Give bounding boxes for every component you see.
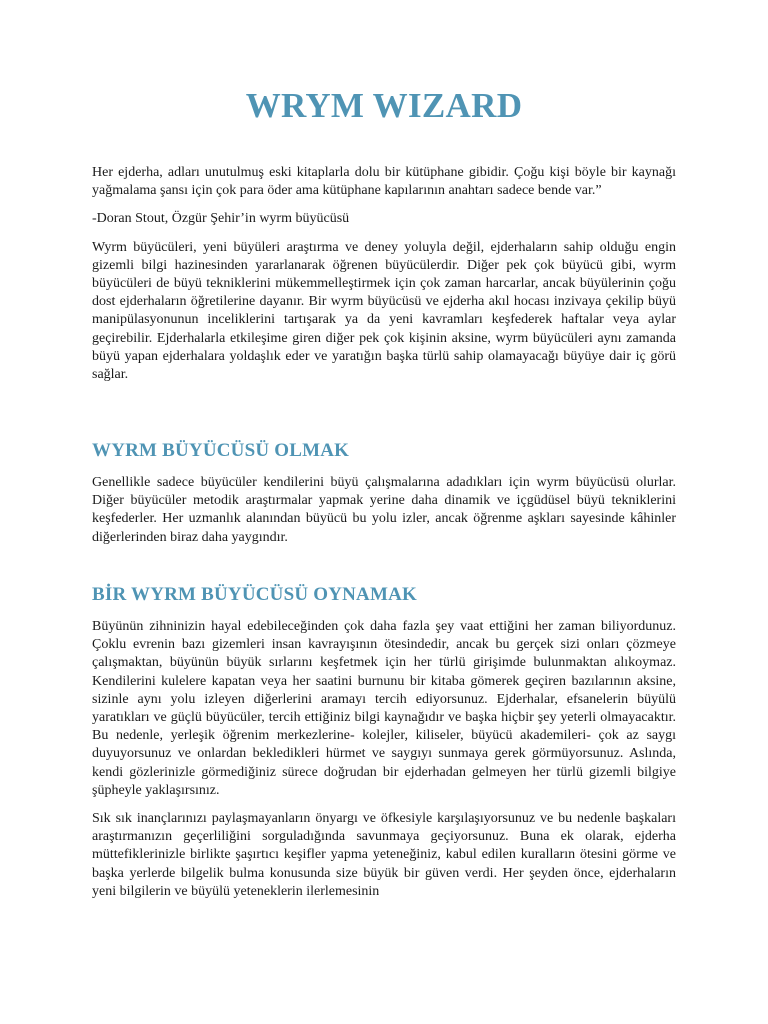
section-paragraph: Büyünün zihninizin hayal edebileceğinden çok daha fazla şey vaat ettiğini her zaman biliyordunuz. Çoklu evrenin bazı gizemleri insan kavrayışının ötesindedir, ancak bu gerçek sizi onları çözmeye çalışmaktan, büyünün büyük sırlarını keşfetmek için her türlü girişimde bulunmaktan alıkoymaz. Kendilerini kulelere kapatan veya her saatini burnunu bir kitaba gömerek geçiren bazılarının aksine, sizinle aynı yolu izleyen diğerlerini aramayı tercih ediyorsunuz. Ejderhalar, efsanelerin büyülü yaratıkları ve güçlü büyücüler, tercih ettiğiniz bilgi kaynağıdır ve başka hiçbir şey yeterli olmayacaktır. Bu nedenle, yerleşik öğrenim merkezlerine- kolejler, kiliseler, büyücü akademileri- çok az saygı duyuyorsunuz ve onlardan bekledikleri hürmet ve saygıyı sunmaya gerek görmüyorsunuz. Aslında, kendi gözlerinizle görmediğiniz sürece doğrudan bir ejderhadan gelmeyen her türlü gizemli bilgiye şüpheyle yaklaşırsınız. <box>92 619 676 798</box>
section-heading: WYRM BÜYÜCÜSÜ OLMAK <box>92 440 350 461</box>
intro-paragraph: Wyrm büyücüleri, yeni büyüleri araştırma ve deney yoluyla değil, ejderhaların sahip olduğu engin gizemli bilgi hazinesinden yararlanarak öğrenen büyücülerdir. Diğer pek çok büyücü gibi, wyrm büyücüleri de büyü tekniklerini mükemmelleştirmek için çok zaman harcarlar, ancak büyülerinin çoğu dost ejderhaların öğretilerine dayanır. Bir wyrm büyücüsü ve ejderha akıl hocası inzivaya çekilip büyü manipülasyonunun inceliklerini tartışarak ya da yeni kavramları keşfederek haftalar veya aylar geçirebilir. Ejderhalarla etkileşime giren diğer pek çok kişinin aksine, wyrm büyücüleri aynı zamanda büyü yapan ejderhalara yoldaşlık eder ve yaratığın başka türlü sahip olamayacağı büyüye dair iç görü sağlar. <box>92 239 676 383</box>
section-heading: BİR WYRM BÜYÜCÜSÜ OYNAMAK <box>92 584 418 605</box>
section-playing-wyrm-wizard <box>92 584 676 911</box>
intro-quote: Her ejderha, adları unutulmuş eski kitaplarla dolu bir kütüphane gibidir. Çoğu kişi böyle bir kaynağı yağmalama şansı için çok para öder ama kütüphane kapılarının anahtarı sadece bende var.” <box>92 165 676 199</box>
section-becoming-wyrm-wizard <box>92 440 676 557</box>
document-title: WRYM WIZARD <box>245 86 523 125</box>
section-paragraph: Genellikle sadece büyücüler kendilerini büyü çalışmalarına adadıkları için wyrm büyücüsü olurlar. Diğer büyücüler metodik araştırmalar yapmak yerine daha dinamik ve içgüdüsel büyü tekniklerini keşfederler. Her uzmanlık alanından büyücü bu yolu izler, ancak öğrenme aşkları sayesinde kâhinler diğerlerinden biraz daha yaygındır. <box>92 475 676 545</box>
quote-attribution: -Doran Stout, Özgür Şehir’in wyrm büyücüsü <box>92 211 350 227</box>
intro-block <box>92 164 676 394</box>
section-paragraph: Sık sık inançlarınızı paylaşmayanların önyargı ve öfkesiyle karşılaşıyorsunuz ve bu nedenle başkaları araştırmanızın geçerliliğini sorguladığında savunmaya geçiyorsunuz. Buna ek olarak, ejderha müttefiklerinizle birlikte şaşırtıcı keşifler yapma yeteneğiniz, kabul edilen kuralların ötesini görme ve başka yerlerde bilgelik bulma konusunda size büyük bir güven verdi. Her şeyden önce, ejderhaların yeni bilgilerin ve büyülü yeteneklerin ilerlemesinin <box>92 811 676 899</box>
